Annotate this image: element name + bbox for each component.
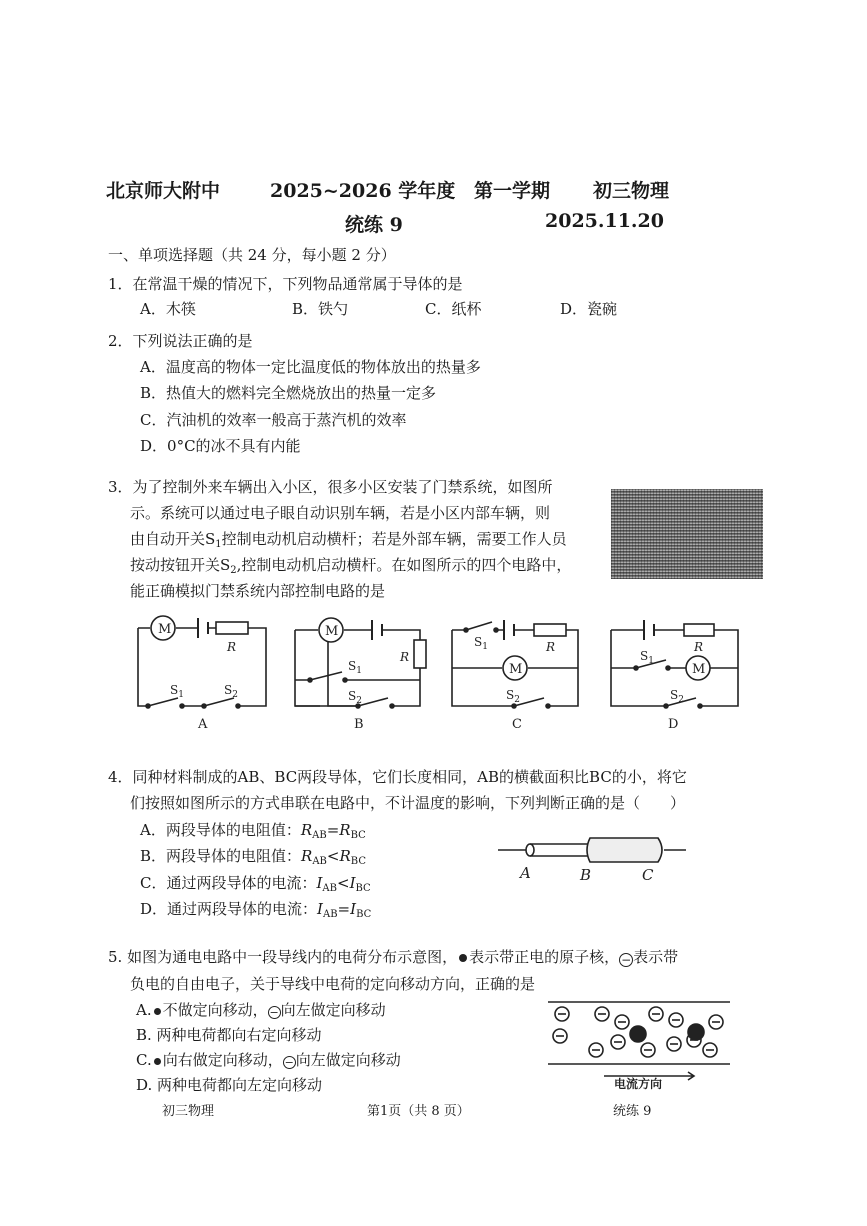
q4-line-1: 4．同种材料制成的AB、BC两段导体，它们长度相同，AB的横截面积比BC的小，将它 xyxy=(108,768,687,786)
s2-label-d: $S_2$ xyxy=(670,688,684,705)
electron-icon: − xyxy=(284,1056,294,1069)
resistor-a xyxy=(216,622,248,634)
section-title: 一、单项选择题（共 24 分，每小题 2 分） xyxy=(108,246,396,264)
q2-stem: 2．下列说法正确的是 xyxy=(108,332,253,350)
switch-s1-c xyxy=(466,622,492,630)
q3-line-2: 示。系统可以通过电子眼自动识别车辆，若是小区内部车辆，则 xyxy=(130,504,551,522)
circuit-a xyxy=(138,616,266,732)
exam-date: 2025.11.20 xyxy=(545,210,664,232)
resistor-label-c: R xyxy=(546,640,556,654)
circuit-label-c: C xyxy=(512,717,522,732)
q3-sub-2: 2 xyxy=(230,565,237,576)
s2-label-c: $S_2$ xyxy=(506,688,520,705)
school-name: 北京师大附中 xyxy=(106,180,221,202)
footer-exam: 统练 9 xyxy=(613,1104,652,1119)
circuit-b xyxy=(295,618,426,732)
footer-page-number: 第1页（共 8 页） xyxy=(367,1104,470,1119)
q4-option-b: B．两段导体的电阻值：$R_{AB}<R_{BC}$ xyxy=(140,847,366,867)
battery-b xyxy=(372,620,382,640)
resistor-c xyxy=(534,624,566,636)
motor-label-b: M xyxy=(325,624,339,639)
resistor-label-b: R xyxy=(400,650,410,664)
conductor-bc xyxy=(587,838,662,862)
motor-label-c: M xyxy=(509,662,523,677)
q5-line-2: 负电的自由电子，关于导线中电荷的定向移动方向，正确的是 xyxy=(130,975,536,993)
s2-label-b: $S_2$ xyxy=(348,689,362,706)
s2-label-a: $S_2$ xyxy=(224,683,238,700)
q3-circuits xyxy=(120,608,760,736)
s1-label-a: $S_1$ xyxy=(170,683,184,700)
subject: 初三物理 xyxy=(593,180,670,202)
resistor-label-a: R xyxy=(227,640,237,654)
current-direction-label: 电流方向 xyxy=(614,1077,663,1090)
q5-option-b: B. 两种电荷都向右定向移动 xyxy=(136,1026,322,1044)
q2-option-d: D．0°C的冰不具有内能 xyxy=(140,437,301,455)
q4-option-a: A．两段导体的电阻值：$R_{AB}=R_{BC}$ xyxy=(140,821,366,841)
q4-conductor-figure xyxy=(498,828,688,886)
term: 第一学期 xyxy=(474,180,551,202)
s1-label-c: $S_1$ xyxy=(474,635,488,652)
q3-line-4a: 按动按钮开关S xyxy=(130,556,231,574)
battery-c xyxy=(504,620,514,640)
q2-option-c: C．汽油机的效率一般高于蒸汽机的效率 xyxy=(140,411,407,429)
circuit-c xyxy=(452,620,578,732)
proton-icon xyxy=(154,1008,161,1015)
circuit-d xyxy=(611,620,738,732)
fig-label-b: B xyxy=(580,866,592,884)
q2-option-b: B．热值大的燃料完全燃烧放出的热量一定多 xyxy=(140,384,437,402)
q5-option-a: A. 不做定向移动， − 向左做定向移动 xyxy=(136,1001,386,1019)
proton-icon xyxy=(459,954,467,962)
fig-label-c: C xyxy=(642,866,654,884)
exam-title: 统练 9 xyxy=(345,214,403,236)
q5-option-c: C. 向右做定向移动， − 向左做定向移动 xyxy=(136,1051,401,1069)
circuit-label-a: A xyxy=(198,717,208,732)
battery-a xyxy=(198,618,208,638)
q1-stem: 1．在常温干燥的情况下，下列物品通常属于导体的是 xyxy=(108,275,463,293)
resistor-b xyxy=(414,640,426,668)
q5-wire-figure xyxy=(544,998,734,1090)
q1-option-a: A．木筷 xyxy=(140,300,196,318)
q3-sub-1: 1 xyxy=(215,539,222,550)
motor-label-a: M xyxy=(158,622,172,637)
conductor-ab-end xyxy=(526,844,534,856)
q5-line-1: 5. 如图为通电电路中一段导线内的电荷分布示意图， 表示带正电的原子核， − 表示带 xyxy=(108,948,679,967)
s1-label-b: $S_1$ xyxy=(348,659,362,676)
circuit-label-d: D xyxy=(668,717,679,732)
q3-line-1: 3．为了控制外来车辆出入小区，很多小区安装了门禁系统，如图所 xyxy=(108,478,553,496)
q4-option-d: D．通过两段导体的电流：$I_{AB}=I_{BC}$ xyxy=(140,900,372,920)
resistor-d xyxy=(684,624,714,636)
q3-line-4b: ,控制电动机启动横杆。在如图所示的四个电路中， xyxy=(236,556,572,574)
battery-d xyxy=(644,620,654,640)
switch-s1-a xyxy=(148,698,182,706)
q1-option-d: D．瓷碗 xyxy=(560,300,618,318)
nuclei xyxy=(630,1024,704,1042)
motor-label-d: M xyxy=(692,662,706,677)
q1-option-c: C．纸杯 xyxy=(425,300,482,318)
q3-line-4 xyxy=(130,554,571,576)
q5-option-d: D. 两种电荷都向左定向移动 xyxy=(136,1076,323,1094)
footer-subject: 初三物理 xyxy=(162,1104,215,1119)
proton-icon xyxy=(154,1058,161,1065)
switch-s2-a xyxy=(204,698,234,706)
q4-line-2: 们按照如图所示的方式串联在电路中，不计温度的影响，下列判断正确的是（ ） xyxy=(130,794,686,812)
school-year: 2025~2026 学年度 xyxy=(270,180,456,202)
switch-s1-b xyxy=(310,672,342,680)
q3-line-3a: 由自动开关S xyxy=(130,530,216,548)
q2-option-a: A．温度高的物体一定比温度低的物体放出的热量多 xyxy=(140,358,481,376)
gate-photo xyxy=(611,489,763,579)
electron-icon: − xyxy=(621,953,632,967)
q4-option-c: C．通过两段导体的电流：$I_{AB}<I_{BC}$ xyxy=(140,874,371,894)
q3-line-5: 能正确模拟门禁系统内部控制电路的是 xyxy=(130,582,386,600)
s1-label-d: $S_1$ xyxy=(640,649,654,666)
q1-option-b: B．铁勺 xyxy=(292,300,349,318)
conductor-ab xyxy=(530,844,590,856)
resistor-label-d: R xyxy=(694,640,704,654)
q3-line-3 xyxy=(130,528,567,550)
fig-label-a: A xyxy=(520,864,531,882)
circuit-label-b: B xyxy=(354,717,364,732)
q3-line-3b: 控制电动机启动横杆；若是外部车辆，需要工作人员 xyxy=(221,530,567,548)
electron-icon: − xyxy=(269,1006,279,1019)
